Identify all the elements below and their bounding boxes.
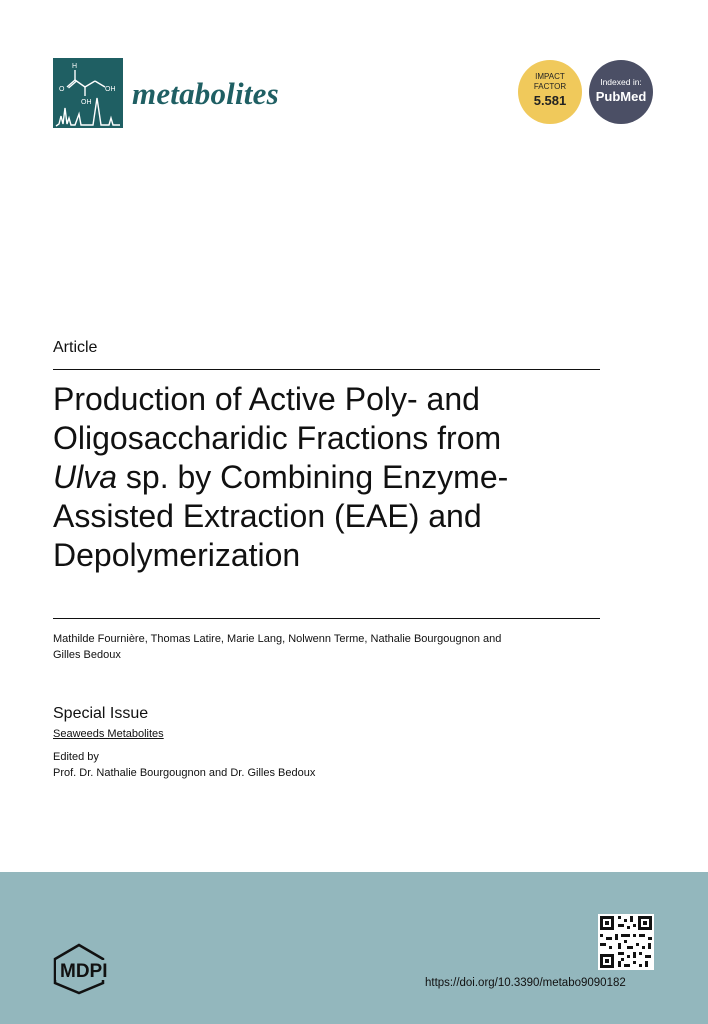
impact-label-2: FACTOR: [533, 82, 567, 91]
authors-line-2: Gilles Bedoux: [53, 649, 121, 661]
title-line-4: Assisted Extraction (EAE) and: [53, 498, 482, 534]
title-line-2: Oligosaccharidic Fractions from: [53, 420, 502, 456]
logo-label-h: H: [72, 63, 78, 70]
title-line-5: Depolymerization: [53, 537, 301, 573]
doi-link[interactable]: https://doi.org/10.3390/metabo9090182: [425, 977, 626, 989]
impact-label-1: IMPACT: [535, 72, 565, 81]
molecule-spectrum-icon: [53, 58, 123, 128]
impact-factor-badge[interactable]: [518, 60, 582, 124]
journal-logo: [53, 58, 123, 128]
divider-top: [53, 369, 600, 370]
special-issue-link[interactable]: Seaweeds Metabolites: [53, 728, 164, 740]
mdpi-text: MDPI: [60, 961, 108, 982]
logo-label-oh-2: OH: [105, 86, 116, 93]
title-line-3: sp. by Combining Enzyme-: [117, 459, 509, 495]
logo-label-o: O: [59, 86, 65, 93]
pubmed-badge[interactable]: [589, 60, 653, 124]
edited-by-label: Edited by: [53, 751, 99, 763]
article-type: Article: [53, 339, 98, 356]
pubmed-label: PubMed: [595, 89, 647, 104]
logo-label-oh-1: OH: [81, 99, 92, 106]
divider-bottom: [53, 618, 600, 619]
qr-code[interactable]: [598, 914, 654, 970]
special-issue-heading: Special Issue: [53, 705, 149, 722]
authors-line-1: Mathilde Fournière, Thomas Latire, Marie Lang, Nolwenn Terme, Nathalie Bourgougnon and: [53, 633, 502, 645]
title-italic-genus: Ulva: [53, 459, 118, 495]
article-title: [53, 380, 603, 575]
author-list: [53, 631, 593, 663]
title-line-1: Production of Active Poly- and: [53, 381, 480, 417]
mdpi-logo: [52, 943, 132, 995]
mdpi-hexagon-icon: [52, 943, 132, 995]
indexed-label: Indexed in:: [600, 77, 642, 87]
journal-name: metabolites: [132, 76, 279, 111]
editors-names: Prof. Dr. Nathalie Bourgougnon and Dr. Gilles Bedoux: [53, 767, 316, 779]
qr-code-icon: [598, 914, 654, 970]
impact-value: 5.581: [533, 93, 567, 108]
